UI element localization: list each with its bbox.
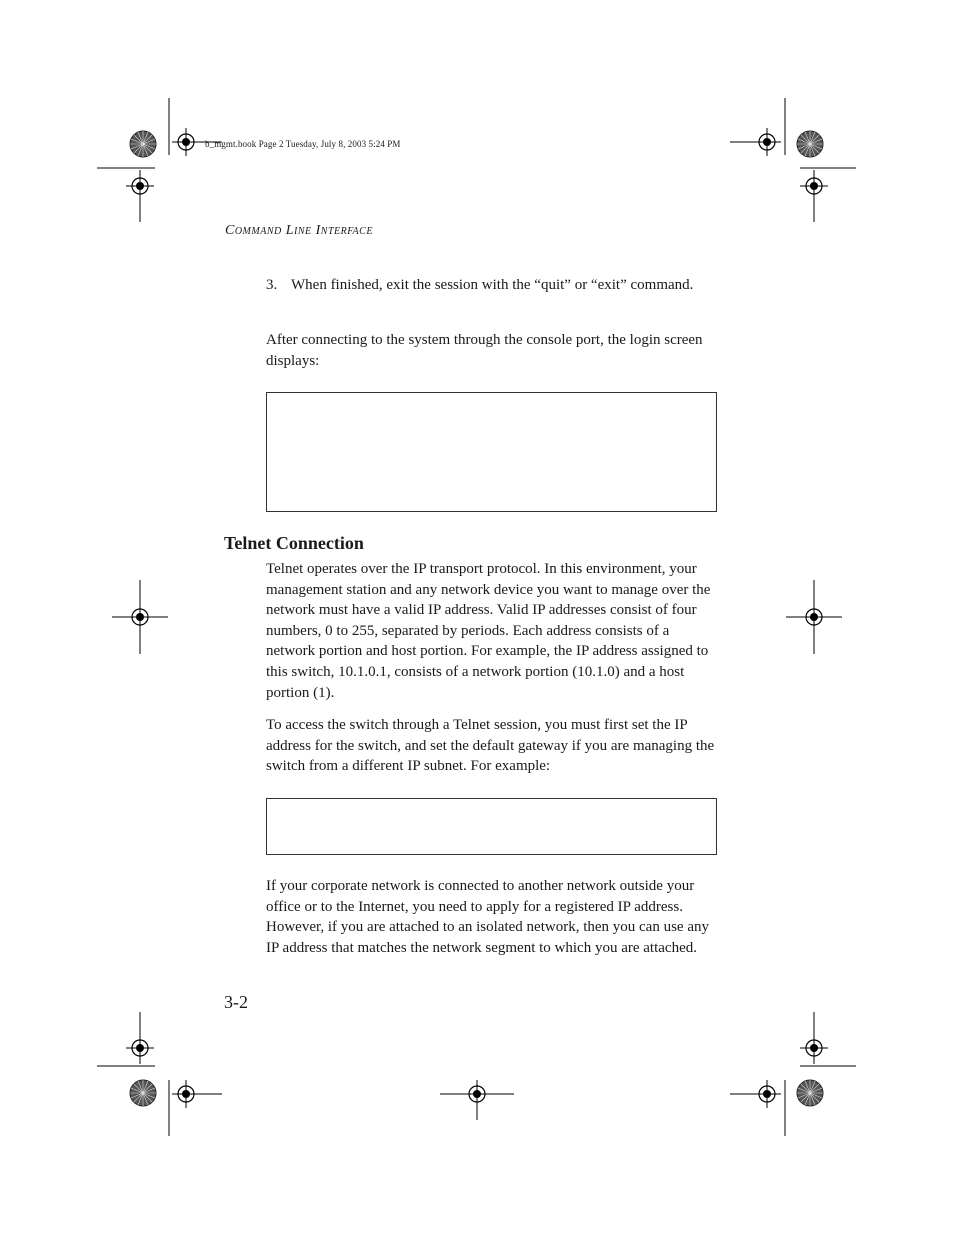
step-number: 3. bbox=[266, 277, 278, 293]
example-command-box bbox=[266, 798, 717, 855]
running-head: Command Line Interface bbox=[225, 223, 373, 238]
paragraph-telnet: Telnet operates over the IP transport protocol. In this environment, your management station and any network device you want to manage over the network must have a valid IP address. Valid IP addresses consist of four numbers, 0 to 255, separated by periods. Each address consists of a network portion and host portion. For example, the IP address assigned to this switch, 10.1.0.1, consists of a network portion (10.1.0) and a host portion (1). bbox=[266, 561, 711, 701]
star-target-icon bbox=[130, 1080, 156, 1106]
paragraph-access: To access the switch through a Telnet session, you must first set the IP address for the switch, and set the default gateway if you are managing the switch from a different IP subnet. For example: bbox=[266, 717, 715, 775]
star-target-icon bbox=[797, 1080, 823, 1106]
star-target-icon bbox=[130, 131, 156, 157]
numbered-step bbox=[266, 275, 716, 296]
paragraph-login: After connecting to the system through the console port, the login screen displays: bbox=[266, 332, 703, 369]
star-target-icon bbox=[797, 131, 823, 157]
section-heading: Telnet Connection bbox=[224, 533, 364, 553]
paragraph-corporate: If your corporate network is connected to another network outside your office or to the Internet, you need to apply for a registered IP address. However, if you are attached to an isolated network, then you can use any IP address that matches the network segment to which you are attached. bbox=[266, 878, 709, 956]
book-slug: b_mgmt.book Page 2 Tuesday, July 8, 2003 5:24 PM bbox=[205, 139, 401, 149]
step-text: When finished, exit the session with the “quit” or “exit” command. bbox=[291, 277, 694, 293]
login-screen-box bbox=[266, 392, 717, 512]
page-number: 3-2 bbox=[224, 992, 248, 1012]
